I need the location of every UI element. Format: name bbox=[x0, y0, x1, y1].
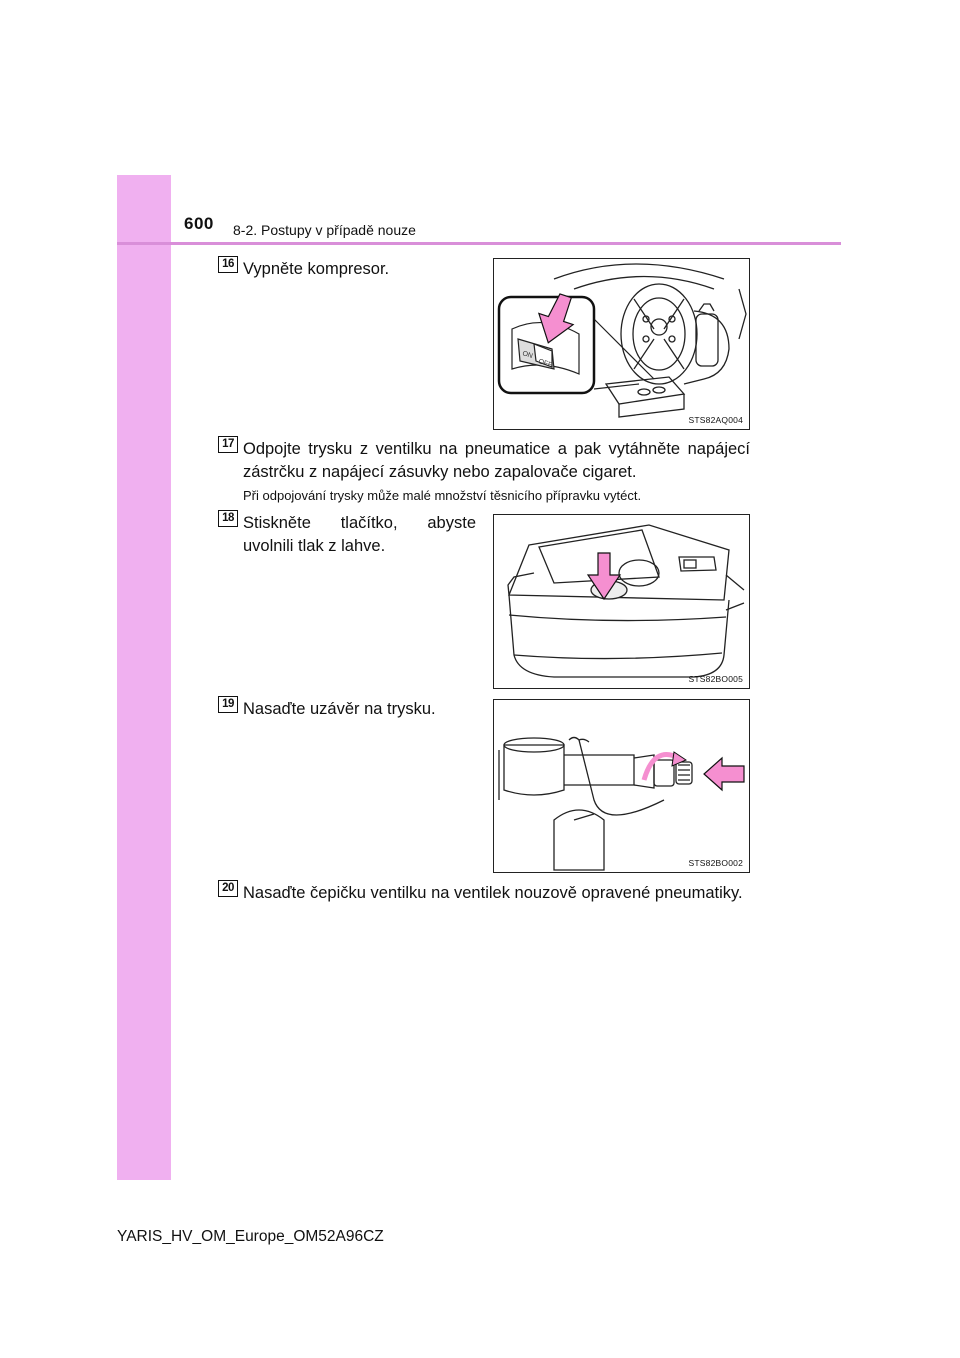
nozzle-cap-illustration bbox=[494, 700, 750, 873]
step-badge-16: 16 bbox=[218, 256, 238, 273]
step-text-17: Odpojte trysku z ventilku na pneumatice a pak vytáhněte napájecí zástrčku z napájecí zásuvky nebo zapalovače cigaret. bbox=[243, 440, 750, 481]
page-number: 600 bbox=[184, 214, 214, 233]
step-badge-20: 20 bbox=[218, 880, 238, 897]
bottle-button-illustration bbox=[494, 515, 750, 689]
figure-bottle-pressure bbox=[493, 514, 750, 689]
figure-nozzle-cap bbox=[493, 699, 750, 873]
step-text-16: Vypněte kompresor. bbox=[243, 260, 390, 278]
rotate-arrow-icon bbox=[672, 752, 686, 766]
switch-off-label: OFF bbox=[537, 358, 553, 370]
step-badge-19: 19 bbox=[218, 696, 238, 713]
chapter-sidebar bbox=[117, 175, 171, 1180]
figure-compressor-off bbox=[493, 258, 750, 430]
step-text-19: Nasaďte uzávěr na trysku. bbox=[243, 700, 436, 718]
section-title: 8-2. Postupy v případě nouze bbox=[233, 222, 416, 238]
compressor-switch-illustration bbox=[494, 259, 750, 430]
header-rule bbox=[117, 242, 841, 245]
step-badge-18: 18 bbox=[218, 510, 238, 527]
document-id-footer: YARIS_HV_OM_Europe_OM52A96CZ bbox=[117, 1228, 384, 1245]
step-text-18: Stiskněte tlačítko, abyste uvolnili tlak z lahve. bbox=[243, 514, 476, 555]
figure-code: STS82BO005 bbox=[688, 674, 743, 684]
switch-on-label: ON bbox=[521, 350, 534, 361]
step-text-20: Nasaďte čepičku ventilku na ventilek nouzově opravené pneumatiky. bbox=[243, 884, 743, 902]
figure-code: STS82AQ004 bbox=[688, 415, 743, 425]
step-badge-17: 17 bbox=[218, 436, 238, 453]
step-note-17: Při odpojování trysky může malé množství těsnicího přípravku vytéct. bbox=[243, 488, 642, 503]
figure-code: STS82BO002 bbox=[688, 858, 743, 868]
push-arrow-icon bbox=[704, 758, 744, 790]
